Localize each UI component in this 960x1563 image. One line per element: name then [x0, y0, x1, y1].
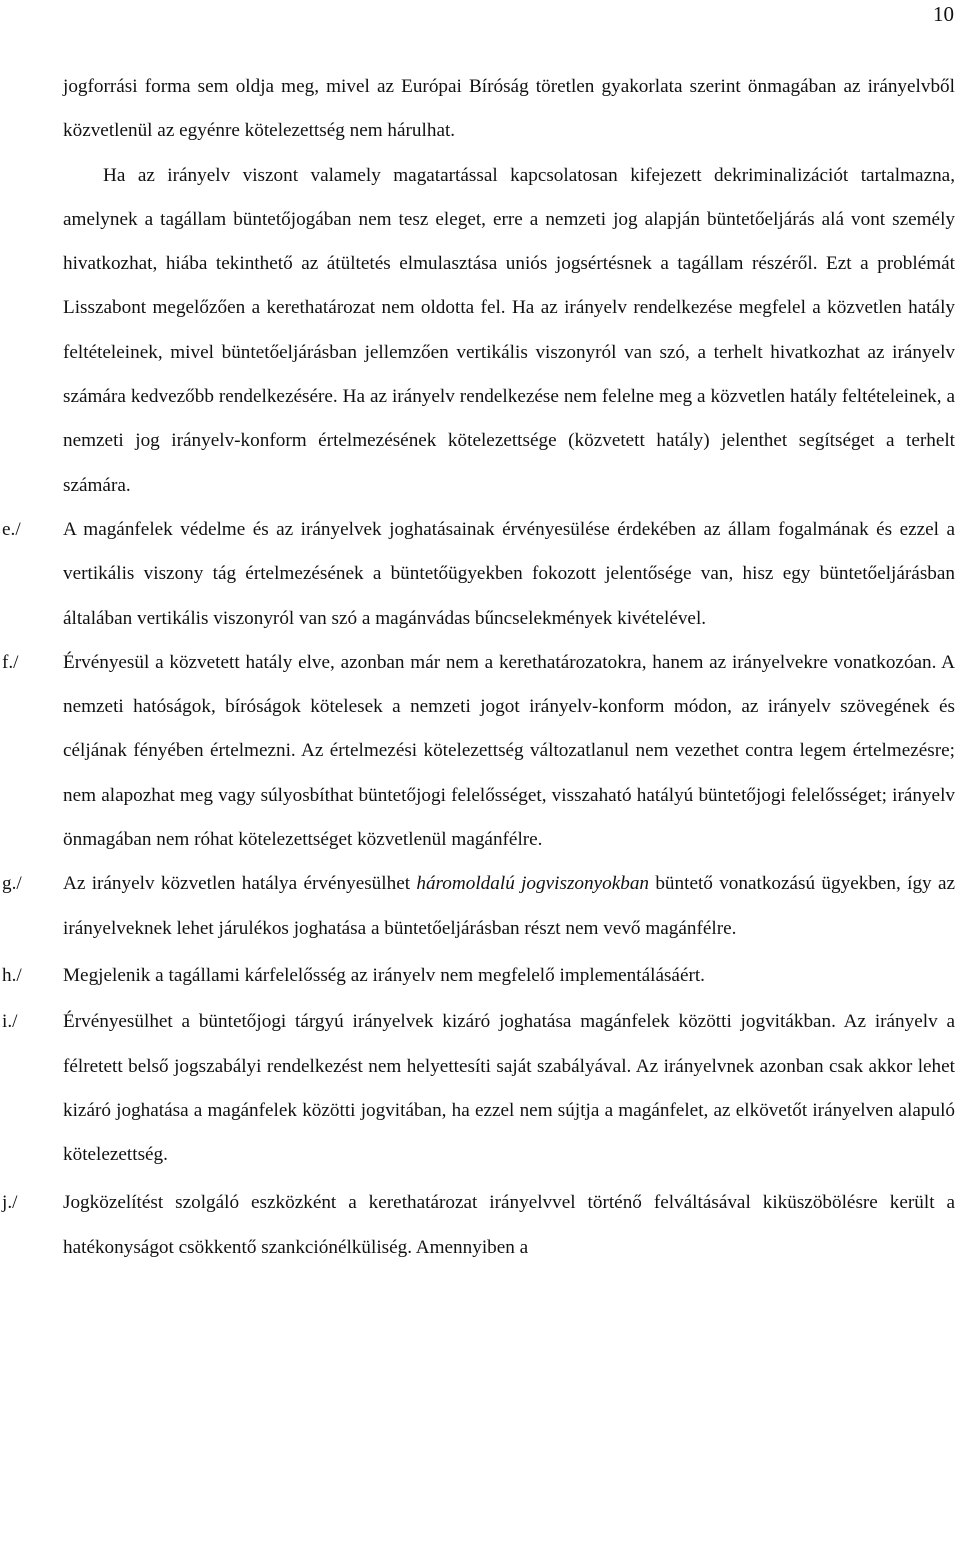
list-marker: g./ — [2, 873, 22, 895]
list-item-text: Jogközelítést szolgáló eszközként a kerethatározat irányelvvel történő felváltásával kiküszöbölésre került a hatékonyságot csökkentő szankciónélküliség. Amennyiben a — [63, 1192, 955, 1258]
paragraph-continuation: jogforrási forma sem oldja meg, mivel az Európai Bíróság töretlen gyakorlata szerint önmagában az irányelvből közvetlenül az egyénre kötelezettség nem hárulhat. — [63, 76, 955, 142]
list-marker: i./ — [2, 1011, 18, 1033]
list-item-i — [2, 1000, 955, 1177]
list-item-e — [2, 508, 955, 641]
list-marker: h./ — [2, 964, 22, 986]
page-number: 10 — [933, 2, 954, 26]
list-item-g — [2, 862, 956, 951]
list-marker: e./ — [2, 518, 21, 540]
list-item-j — [2, 1181, 955, 1270]
emphasized-term: háromoldalú jogviszonyokban — [416, 873, 650, 895]
document-body — [2, 65, 956, 1270]
list-item-text: Megjelenik a tagállami kárfelelősség az irányelv nem megfelelő implementálásáért. — [63, 964, 705, 986]
list-marker: f./ — [2, 651, 19, 673]
list-item-text-end: büntető vonatkozású ügyekben, így az irányelveknek lehet járulékos joghatása a büntetőeljárásban részt nem vevő magánfélre. — [63, 873, 956, 939]
list-marker: j./ — [2, 1192, 18, 1214]
paragraph-dekriminalizacio: Ha az irányelv viszont valamely magatartással kapcsolatosan kifejezett dekriminalizációt tartalmazna, amelynek a tagállam büntetőjogában nem tesz eleget, erre a nemzeti jog alapján büntetőeljárás alá vont személy hivatkozhat, hiába tekinthető az átültetés elmulasztása uniós jogsértésnek a tagállam részéről. Ezt a problémát Lisszabont megelőzően a kerethatározat nem oldotta fel. Ha az irányelv rendelkezése megfelel a közvetlen hatály feltételeinek, mivel büntetőeljárásban jellemzően vertikális viszonyról van szó, a terhelt hivatkozhat az irányelv számára kedvezőbb rendelkezésére. Ha az irányelv rendelkezése nem felelne meg a közvetlen hatály feltételeinek, a nemzeti jog irányelv-konform értelmezésének kötelezettsége (közvetett hatály) jelenthet segítséget a terhelt számára. — [63, 164, 955, 496]
list-item-f — [2, 641, 955, 862]
list-item-h — [2, 954, 955, 998]
list-item-text: Érvényesül a közvetett hatály elve, azonban már nem a kerethatározatokra, hanem az irányelvekre vonatkozóan. A nemzeti hatóságok, bíróságok kötelesek a nemzeti jogot irányelv-konform módon, az irányelv szövegének és céljának fényében értelmezni. Az értelmezési kötelezettség változatlanul nem vezethet contra legem értelmezésre; nem alapozhat meg vagy súlyosbíthat büntetőjogi felelősséget, visszaható hatályú büntetőjogi felelősséget; irányelv önmagában nem róhat kötelezettséget közvetlenül magánfélre. — [63, 651, 955, 851]
list-item-text: A magánfelek védelme és az irányelvek joghatásainak érvényesülése érdekében az állam fogalmának és ezzel a vertikális viszony tág értelmezésének a büntetőügyekben fokozott jelentősége van, hisz egy büntetőeljárásban általában vertikális viszonyról van szó a magánvádas bűncselekmények kivételével. — [63, 518, 955, 629]
list-item-text-start: Az irányelv közvetlen hatálya érvényesülhet — [63, 873, 417, 895]
list-item-text — [63, 862, 955, 951]
list-item-text: Érvényesülhet a büntetőjogi tárgyú irányelvek kizáró joghatása magánfelek közötti jogvitákban. Az irányelv a félretett belső jogszabályi rendelkezést nem helyettesíti saját szabályával. Az irányelvnek azonban csak akkor lehet kizáró joghatása a magánfelek közötti jogvitában, ha ezzel nem sújtja a magánfelet, az elkövetőt irányelven alapuló kötelezettség. — [63, 1011, 955, 1166]
